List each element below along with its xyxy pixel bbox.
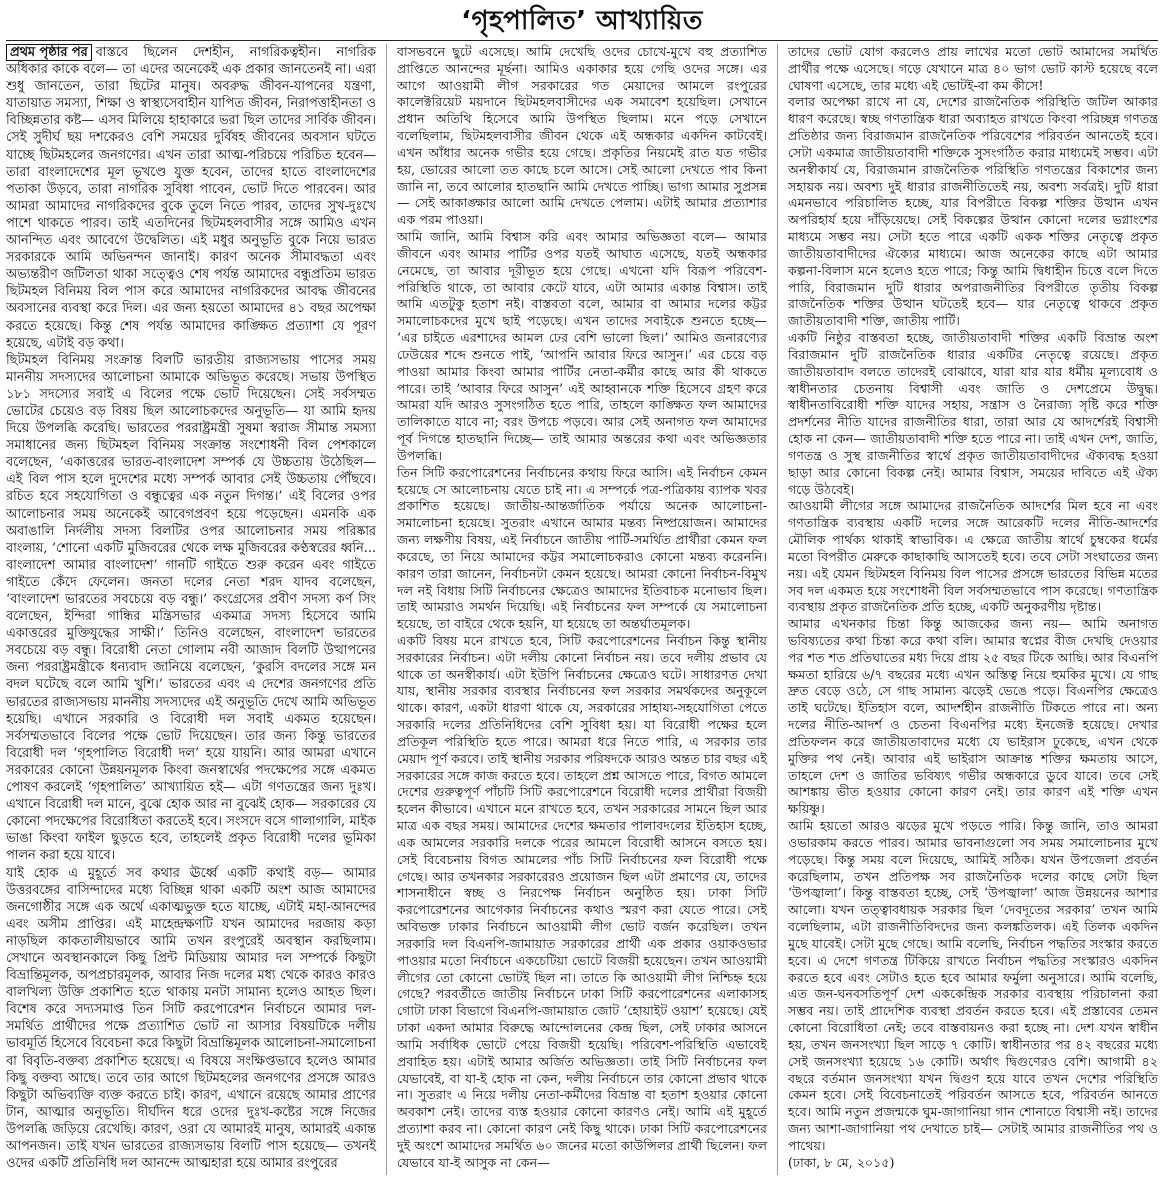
- paragraph: বাসভবনে ছুটে এসেছে। আমি দেখেছি ওদের চোখে-মুখে বহু প্রত্যাশিত প্রাপ্তিতে আনন্দের মূর্ছনা। আমিও একাকার হয়ে গেছি ওদের সঙ্গে। এর আগে আওয়ামী লীগ সরকারের গত মেয়াদের আমলে রংপুরের কালেক্টরিয়েট ময়দানে ছিটমহলবাসীদের এক সমাবেশ হয়েছিল। সেখানে প্রধান অতিথি হিসেবে আমি উপস্থিত ছিলাম। মনে পড়ে সেখানে বলেছিলাম, ছিটমহলবাসীর জীবন থেকে এই অন্ধকার একদিন কাটবেই। এখন আঁধার অনেক গভীর হয়ে গেছে। প্রকৃতির নিয়মেই রাত যত গভীর হয়, ভোরের আলো তত কাছে চলে আসে। সেই আলো দেখতে পাব কিনা জানি না, তবে আলোর হাতছানি আমি দেখতে পাচ্ছি। ভাগ্য আমার সুপ্রসন্ন— সেই আকাঙ্ক্ষার আলো আমি দেখতে পেলাম। এটাই আমার প্রত্যাশার এক পরম পাওয়া।: [397, 44, 767, 228]
- paragraph: বলার অপেক্ষা রাখে না যে, দেশের রাজনৈতিক পরিস্থিতি জটিল আকার ধারণ করেছে। স্বচ্ছ গণতান্ত্রিক ধারা অব্যাহত রাখতে কিংবা পরিচ্ছন্ন গণতন্ত্র প্রতিষ্ঠার জন্য বিরাজমান রাজনৈতিক পরিবেশের পরিবর্তন আনতেই হবে। সেটা একমাত্র জাতীয়তাবাদী শক্তিকে সুসংগঠিত করার মাধ্যমেই সম্ভব। এটা অনস্বীকার্য যে, বিরাজমান রাজনৈতিক পরিস্থিতি গণতন্ত্রের বিকাশের জন্য সহায়ক নয়। অবশ্য দুই ধারার রাজনীতিতেই নয়, অবশ্য সর্বত্রই। দুটি ধারা এমনভাবে পরিচালিত হচ্ছে, যার বিপরীতে বিকল্প শক্তির উত্থান এখন অপরিহার্য হয়ে দাঁড়িয়েছে। সেই বিকল্পের উত্থান কোনো দলের ভগ্নাংশের মাধ্যমে সম্ভব নয়। সেটা হতে পারে একটি একক শক্তির নেতৃত্বে প্রকৃত জাতীয়তাবাদীদের ঐক্যের মাধ্যমে। আজ অনেকের কাছে এটা আমার কল্পনা-বিলাস মনে হলেও হতে পারে; কিন্তু আমি দ্বিধাহীন চিত্তে বলে দিতে পারি, বিরাজমান দুটি ধারার অপরাজনীতির বিপরীতে তৃতীয় বিকল্প রাজনৈতিক শক্তির উত্থান ঘটতেই হবে— যার নেতৃত্বে থাকবে প্রকৃত জাতীয়তাবাদী শক্তি, জাতীয় পার্টি।: [788, 94, 1158, 329]
- paragraph: আওয়ামী লীগের সঙ্গে আমাদের রাজনৈতিক আদর্শের মিল হবে না এবং গণতান্ত্রিক ব্যবস্থায় একটি দলের সঙ্গে আরেকটি দলের নীতি-আদর্শের মৌলিক পার্থক্য থাকাই স্বাভাবিক। এ ক্ষেত্রে জাতীয় স্বার্থে চুম্বকের ধর্মের মতো বিপরীত মেরুকে কাছাকাছি আসতেই হবে। তবে সেটা সংঘাতের জন্য নয়। এই যেমন ছিটমহল বিনিময় বিল পাসের প্রসঙ্গে ভারতের বিভিন্ন মতের সব দল একমত হয়ে সংশোধনী বিল সর্বসম্মতভাবে পাস করেছে। গণতান্ত্রিক ব্যবস্থায় প্রকৃত রাজনৈতিক প্রতি হচ্ছে, একটি অনুকরণীয় দৃষ্টান্ত।: [788, 498, 1158, 615]
- paragraph: [6, 44, 376, 352]
- column-1: [6, 44, 386, 1175]
- paragraph: তাদের ভোট যোগ করলেও প্রায় লাখের মতো ভোট আমাদের সমর্থিত প্রার্থীর পক্ষে এসেছে। গড়ে যেখানে মাত্র ৪০ ভাগ ভোট কাস্ট হয়েছে বলে ঘোষণা এসেছে, তার মধ্যে এই ভোটই-বা কম কীসে!: [788, 44, 1158, 93]
- paragraph-text: বাস্তবে ছিলেন দেশহীন, নাগরিকত্বহীন। নাগরিক অধিকার কাকে বলে— তা এদের অনেকেই এক প্রকার জানতেনই না। এরা শুধু জানতেন, তারা ছিটের মানুষ। অবরুদ্ধ জীবন-যাপনের যন্ত্রণা, যাতায়াত সমস্যা, শিক্ষা ও স্বাস্থ্যসেবাহীন যাপিত জীবন, নিরাপত্তাহীনতা ও বিচ্ছিন্নতার কষ্ট— এসব মিলিয়ে হাহাকারে ভরা ছিল তাদের সার্বিক জীবন। সেই সুদীর্ঘ ছয় দশকেরও বেশি সময়ের দুর্বিষহ জীবনের অবসান ঘটতে যাচ্ছে ছিটমহলের জনগণের। এখন তারা আত্ম-পরিচয়ে পরিচিত হবেন— তারা বাংলাদেশের মূল ভূখণ্ডে যুক্ত হবেন, তাদের হাতে বাংলাদেশের পতাকা উড়বে, তারা নাগরিক সুবিধা পাবেন, ভোট দিতে পারবেন। আর আমরা আমাদের নাগরিকদের বুকে তুলে নিতে পারব, তাদের সুখ-দুঃখে পাশে থাকতে পারব। তাই এতদিনের ছিটমহলবাসীর সঙ্গে আমিও এখন আনন্দিত এবং আবেগে উদ্বেলিত। এই মধুর অনুভূতি বুকে নিয়ে ভারত সরকারকে আমি অভিনন্দন জানাই। কারণ অনেক সীমাবদ্ধতা এবং অভ্যন্তরীণ জটিলতা থাকা সত্ত্বেও শেষ পর্যন্ত আমাদের বন্ধুপ্রতিম ভারত ছিটমহল বিনিময় বিল পাস করে আমাদের নাগরিকদের আবদ্ধ জীবনের অবসানের ব্যবস্থা করে দিল। এর জন্য হয়তো আমাদের ৪১ বছর অপেক্ষা করতে হয়েছে। কিন্তু শেষ পর্যন্ত আমাদের কাঙ্ক্ষিত প্রত্যাশা যে পূরণ হয়েছে, এটাই বড় কথা।: [6, 45, 376, 351]
- headline-rule: [6, 40, 1158, 41]
- continuation-tag: প্রথম পৃষ্ঠার পর: [6, 44, 92, 61]
- paragraph: একটি বিষয় মনে রাখতে হবে, সিটি করপোরেশনের নির্বাচন কিন্তু স্থানীয় সরকারের নির্বাচন। এটা দলীয় কোনো নির্বাচন নয়। তবে দলীয় প্রভাব যে থাকে তা অনস্বীকার্য। এটা ইউপি নির্বাচনের ক্ষেত্রেও ঘটে। সাধারণত দেখা যায়, স্থানীয় সরকার ব্যবস্থার নির্বাচনের ফল সরকার সমর্থকদের অনুকূলে থাকে। কারণ, একটা ধারণা থাকে যে, সরকারের সাহায্য-সহযোগিতা পেতে সরকারি দলের প্রতিনিধিদের বেশি সুবিধা হয়। যা বিরোধী পক্ষের হলে প্রতিকূল পরিস্থিতি হতে পারে। আমরা ধরে নিতে পারি, এ সরকার তার মেয়াদ পূর্ণ করবে। তাই স্থানীয় সরকার পরিষদকে আরও অন্তত চার বছর এই সরকারের সঙ্গে কাজ করতে হবে। তাহলে প্রশ্ন আসতে পারে, বিগত আমলে দেশের গুরুত্বপূর্ণ পাঁচটি সিটি করপোরেশনে বিরোধী দলের প্রার্থীরা বিজয়ী হলেন কীভাবে। এখানে মনে রাখতে হবে, তখন সরকারের সামনে ছিল আর মাত্র এক বছর সময়। আমাদের দেশের ক্ষমতার পালাবদলের ইতিহাস হচ্ছে, এক আমলের সরকারি দলকে পরের আমলে বিরোধী আসনে বসতে হয়। সেই বিবেচনায় বিগত আমলের পাঁচ সিটি নির্বাচনের ফল বিরোধী পক্ষে গেছে। আর তখনকার সরকারেরও প্রয়োজন ছিল এটা প্রমাণের যে, তাদের শাসনাধীনে স্বচ্ছ ও নিরপেক্ষ নির্বাচন অনুষ্ঠিত হয়। ঢাকা সিটি করপোরেশনের আগেকার নির্বাচনের কথাও স্মরণ করা যেতে পারে। সেই অবিভক্ত ঢাকার নির্বাচনে আওয়ামী লীগ ভোট বর্জন করেছিল। তখন সরকারি দল বিএনপি-জামায়াত সরকারের প্রার্থী এক প্রকার ওয়াকওভার পাওয়ার মতো নির্বাচনে একচেটিয়া ভোটে বিজয়ী হয়েছেন। তখন আওয়ামী লীগের তো কোনো ভোটই ছিল না। তাতে কি আওয়ামী লীগ নিশ্চিহ্ন হয়ে গেছে? পরবর্তীতে জাতীয় নির্বাচনে ঢাকা সিটি করপোরেশনের এলাকাসহ গোটা ঢাকা বিভাগে বিএনপি-জামায়াত জোট ‘হোয়াইট ওয়াশ’ হয়েছে। যেই ঢাকা একদা আমার বিরুদ্ধে আন্দোলনের কেন্দ্র ছিল, সেই ঢাকার আসনে আমি সর্বাধিক ভোটে পেয়ে বিজয়ী হয়েছি। পরিবেশ-পরিস্থিতি এভাবেই প্রবাহিত হয়। এটাই আমার অর্জিত অভিজ্ঞতা। তাই সিটি নির্বাচনের ফল যেভাবেই, বা যা-ই হোক না কেন, দলীয় নির্বাচনে তার কোনো প্রভাব থাকে না। সুতরাং এ নিয়ে দলীয় নেতা-কর্মীদের বিভ্রান্ত বা হতাশ হওয়ার কোনো অবকাশ নেই। তাদের ব্যস্ত হওয়ার কোনো কারণও নেই। আমি এই মুহূর্তে প্রত্যাশা করব না। কোনো কারণ নেই কিছু থাকে। ঢাকা সিটি করপোরেশনের দুই অংশে আমাদের সমর্থিত ৬০ জনের মতো কাউন্সিলর প্রার্থী ছিলেন। ফল যেভাবে যা-ই আসুক না কেন—: [397, 632, 767, 1170]
- paragraph: আমার এখনকার চিন্তা কিন্তু আজকের জন্য নয়— আমি অনাগত ভবিষ্যতের কথা চিন্তা করে কথা বলি। আমার স্বপ্নের বীজ দেখছি দেওয়ার পর শত শত প্রতিঘাতের মধ্য দিয়ে প্রায় ২৫ বছর টিকে আছি। আর বিএনপি ক্ষমতা হারিয়ে ৬/৭ বছরের মধ্যে এখন অস্তিত্ব নিয়ে হুমকির মুখে। যে গাছ দ্রুত বেড়ে ওঠে, সে গাছ সামান্য ঝড়েই ভেঙে পড়ে। বিএনপির ক্ষেত্রেও তাই ঘটেছে। ইতিহাস বলে, আদর্শহীন রাজনীতি টিকতে পারে না। অন্য দলের নীতি-আদর্শ ও চেতনা বিএনপির মধ্যে ইনজেক্ট হয়েছে। দেখার প্রতিফলন করে জাতীয়তাবাদের মধ্যে যে ভাইরাস ঢুকেছে, এখন থেকে মুক্তির পথ নেই। আবার এই ভাইরাস আক্রান্ত শক্তির ক্ষমতায় আসে, তাহলে দেশ ও জাতির ভবিষ্যৎ গভীর অন্ধকারে ডুবে যাবে। তবে সেই আশঙ্কায় ভীত হওয়ার কোনো কারণ নেই। তার কারণ এই শক্তি এখন ক্ষয়িষ্ণু।: [788, 616, 1158, 817]
- paragraph: একটি নিষ্ঠুর বাস্তবতা হচ্ছে, জাতীয়তাবাদী শক্তির একটি বিভ্রান্ত অংশ বিরাজমান দুটি রাজনৈতিক ধারার একটির নেতৃত্বে রয়েছে। প্রকৃত জাতীয়তাবাদ বলতে তাদেরই বোঝাবে, যারা যার যার ধর্মীয় মূল্যবোধ ও স্বাধীনতার চেতনায় বিশ্বাসী এবং জাতি ও দেশপ্রেমে উদ্বুদ্ধ। স্বাধীনতাবিরোধী শক্তি যাদের সহায়, সন্ত্রাস ও নৈরাজ্য সৃষ্টি করে শক্তি প্রদর্শনের নীতি যাদের রাজনীতির ধারা, তারা আর যে আদর্শেরই বিশ্বাসী হোক না কেন— জাতীয়তাবাদী শক্তি হতে পারে না। তাই এখন দেশ, জাতি, গণতন্ত্র ও সুস্থ রাজনীতির স্বার্থে প্রকৃত জাতীয়তাবাদীদের ঐক্যবদ্ধ হওয়া ছাড়া আর কোনো বিকল্প নেই। আমার বিশ্বাস, সময়ের দাবিতে এই ঐক্য গড়ে উঠবেই।: [788, 330, 1158, 497]
- paragraph: আমি জানি, আমি বিশ্বাস করি এবং আমার অভিজ্ঞতা বলে— আমার জীবনে এবং আমার পার্টির ওপর যতই আঘাত এসেছে, যতই অন্ধকার নেমেছে, তা আবার দূরীভূত হয়ে গেছে। এখনো যদি বিরূপ পরিবেশ-পরিস্থিতি থাকে, তা আবার কেটে যাবে, এটা আমার একান্ত বিশ্বাস। তাই আমি এতটুকু হতাশ নই। বাস্তবতা বলে, আমার বা আমার দলের কট্টর সমালোচকদের মুখে ছাই পড়েছে। এখন তাদের সবাইকে শুনতে হচ্ছে— ‘এর চাইতে এরশাদের আমল ঢের বেশি ভালো ছিল।’ আমিও জনারণ্যের ঢেউয়ের শব্দে শুনতে পাই, ‘আপনি আবার ফিরে আসুন।’ এর চেয়ে বড় পাওয়া আমার কিংবা আমার পার্টির নেতা-কর্মীর কাছে আর কী থাকতে পারে। তাই ‘আবার ফিরে আসুন’ এই আহ্বানকে শক্তি হিসেবে গ্রহণ করে আমরা যদি আরও সুসংগঠিত হতে পারি, তাহলে কাঙ্ক্ষিত ফল আমাদের তালিকাতে যাবে না; বরং উপচে পড়বে। আর সেই অনাগত ফল আমাদের পূর্ব দিগন্তে হাতছানি দিচ্ছে— তাই আমার অন্তরের কথা এবং অভিজ্ঞতার উপলব্ধি।: [397, 229, 767, 463]
- dateline: (ঢাকা, ৮ মে, ২০১৫): [788, 1154, 895, 1170]
- paragraph: তিন সিটি করপোরেশনের নির্বাচনের কথায় ফিরে আসি। এই নির্বাচন কেমন হয়েছে সে আলোচনায় যেতে চাই না। এ সম্পর্কে পত্র-পত্রিকায় ব্যাপক খবর প্রকাশিত হয়েছে। জাতীয়-আন্তর্জাতিক পর্যায়ে অনেক আলোচনা-সমালোচনা হয়েছে। সুতরাং এখানে আমার মন্তব্য নিষ্প্রয়োজন। আমাদের জন্য লক্ষণীয় বিষয়, এই নির্বাচনে জাতীয় পার্টি-সমর্থিত প্রার্থীরা কেমন ফল করেছে, তা নিয়ে আমাদের কট্টর সমালোচকরাও কোনো মন্তব্য করেননি। কারণ তারা জানেন, নির্বাচনটা কেমন হয়েছে। আমরা কোনো নির্বাচন-বিমুখ দল নই বিধায় সিটি নির্বাচনের ক্ষেত্রেও আমাদের ইতিবাচক মনোভাব ছিল। তাই আমরাও সমর্থন দিয়েছি। এই নির্বাচনের ফল সম্পর্কে যে সমালোচনা হয়েছে, তা বাইরে থেকে হয়নি, যা হয়েছে তা অন্তর্ঘাতমূলক।: [397, 464, 767, 632]
- paragraph: আমি হয়তো আরও ঝড়ের মুখে পড়তে পারি। কিন্তু জানি, তাও আমরা ওভারকাম করতে পারব। আমার ভাবনাগুলো সব সময় সমালোচনার মুখে পড়েছে। কিন্তু সময় বলে দিয়েছে, আমিই সঠিক। যখন উপজেলা প্রবর্তন করেছিলাম, তখন প্রতিপক্ষ সব রাজনৈতিক দলের কাছে সেটা ছিল ‘উপজ্বালা’। কিন্তু বাস্তবতা হচ্ছে, সেই ‘উপজ্বালা’ আজ উন্নয়নের আশার আলো। যখন তত্ত্বাবধায়ক সরকার ছিল ‘দেবদূতের সরকার’ তখন আমি বলেছিলাম, এটা রাজনীতিবিদদের জন্য কলঙ্কতিলক। এই তিলক একদিন মুছে যাবেই। সেটা মুছে গেছে। আমি বলেছি, নির্বাচন পদ্ধতির সংস্কার করতে হবে। এ দেশে গণতন্ত্র টিকিয়ে রাখতে নির্বাচন পদ্ধতির সংস্কারও একদিন করতে হবে এবং সেটাও হতে হবে আমার ফর্মুলা অনুসারে। আমি বলেছি, এত জন-ঘনবসতিপূর্ণ দেশ এককেন্দ্রিক সরকার ব্যবস্থায় পরিচালনা করা সম্ভব নয়। তাই প্রাদেশিক ব্যবস্থা প্রবর্তন করতে হবে। এই প্রস্তাবের তেমন কোনো বিরোধিতা নেই; তবে বাস্তবায়নও করা হচ্ছে না। দেশ যখন স্বাধীন হয়, তখন জনসংখ্যা ছিল সাড়ে ৭ কোটি। স্বাধীনতার পর ৪২ বছরের মধ্যে সেই জনসংখ্যা হয়েছে ১৬ কোটি। অর্থাৎ দ্বিগুণেরও বেশি। আগামী ৪২ বছরে বর্তমান জনসংখ্যা যখন দ্বিগুণ হয়ে যাবে তখন দেশের পরিস্থিতি কেমন হবে। সেই বিবেচনাতেই পরিবর্তন আসতে হবে, পরিবর্তন আনতে হবে। আমি নতুন প্রজন্মকে ঘুম-জাগানিয়া গান শোনাতে বিশ্বাসী নই। তাদের জন্য আশা-জাগানিয়া পথ দেখাতে চাই— সেটাই আমার রাজনীতির পথ ও পাথেয়।: [788, 818, 1158, 1153]
- paragraph: ছিটমহল বিনিময় সংক্রান্ত বিলটি ভারতীয় রাজ্যসভায় পাসের সময় মাননীয় সদস্যদের আলোচনা আমাকে অভিভূত করেছে। সভায় উপস্থিত ১৮১ সদস্যের সবাই এ বিলের পক্ষে ভোট দিয়েছেন। সেই সর্বসম্মত ভোটের চেয়েও বড় বিষয় ছিল আলোচকদের অনুভূতি— যা আমি হৃদয় দিয়ে উপলব্ধি করেছি। ভারতের পররাষ্ট্রমন্ত্রী সুষমা স্বরাজ সীমান্ত সমস্যা সমাধানের জন্য ছিটমহল বিনিময় সংক্রান্ত সংশোধনী বিল পেশকালে বলেছেন, ‘একাত্তরের ভারত-বাংলাদেশ সম্পর্ক যে উচ্চতায় উঠেছিল— এই বিল পাস হলে দুদেশের মধ্যে সম্পর্ক আবার সেই উচ্চতায় পৌঁছবে। রচিত হবে সহযোগিতা ও বন্ধুত্বের এক নতুন দিগন্ত।’ এই বিলের ওপর আলোচনার সময় অনেকেই আবেগপ্রবণ হয়ে পড়েছেন। এমনকি এক অবাঙালি নির্দলীয় সদস্য বিলটির ওপর আলোচনার সময় পরিষ্কার বাংলায়, ‘শোনো একটি মুজিবরের থেকে লক্ষ মুজিবরের কণ্ঠস্বরের ধ্বনি... বাংলাদেশ আমার বাংলাদেশ’ গানটি গাইতে শুরু করেন এবং গাইতে গাইতে কেঁদে ফেলেন। জনতা দলের নেতা শরদ যাদব বলেছেন, ‘বাংলাদেশ ভারতের সবচেয়ে বড় বন্ধু।’ কংগ্রেসের প্রবীণ সদস্য কর্ণ সিং বলেছেন, ইন্দিরা গান্ধির মন্ত্রিসভার একমাত্র সদস্য হিসেবে আমি একাত্তরের মুক্তিযুদ্ধের সাক্ষী।’ তিনিও বলেছেন, বাংলাদেশ ভারতের সবচেয়ে বড় বন্ধু। বিরোধী নেতা গোলাম নবী আজাদ বিলটি উত্থাপনের জন্য পররাষ্ট্রমন্ত্রীকে ধন্যবাদ জানিয়ে বলেছেন, ‘কুরসি বদলের সঙ্গে মন বদল ঘটেছে বলে আমি খুশি।’ ভারতের এবং এ দেশের জনগণের প্রতি ভারতের রাজ্যসভায় মাননীয় সদস্যদের এই অনুভূতি দেখে আমি অভিভূত হয়েছি। এখানে সরকারি ও বিরোধী দল সবাই একমত হয়েছেন। সর্বসম্মতভাবে বিলের পক্ষে ভোট দিয়েছেন। তার জন্য কিন্তু ভারতের বিরোধী দল ‘গৃহপালিত বিরোধী দল’ হয়ে যায়নি। আর আমরা এখানে সরকারের কোনো উন্নয়নমূলক কিংবা জনস্বার্থের পদক্ষেপের সঙ্গে একমত পোষণ করলেই ‘গৃহপালিত’ আখ্যায়িত হই— এটা গণতন্ত্রের জন্য দুঃখ। এখানে বিরোধী দল মানে, বুঝে হোক আর না বুঝেই হোক— সরকারের যে কোনো পদক্ষেপের বিরোধিতা করতেই হবে। সংসদে বসে গালাগালি, মাইক ভাঙা কিংবা ফাইল ছুড়তে হবে, তাহলেই প্রকৃত বিরোধী দলের ভূমিকা পালন করা হয়ে যাবে।: [6, 352, 376, 864]
- headline: ‘গৃহপালিত’ আখ্যায়িত: [461, 6, 703, 36]
- column-2: [386, 44, 777, 1175]
- column-3: [777, 44, 1158, 1175]
- article-columns: [6, 44, 1158, 1175]
- paragraph: যাই হোক এ মুহূর্তে সব কথার ঊর্ধ্বে একটি কথাই বড়— আমার উত্তরবঙ্গের বাসিন্দাদের মধ্যে বিচ্ছিন্ন থাকা একটি অংশ আজ আমাদের জনগোষ্ঠীর সঙ্গে এক অর্থে একাত্মভুক্ত হতে যাচ্ছে, এটাই মহা-আনন্দের এবং অসীম প্রাপ্তির। এই মাহেন্দ্রক্ষণটি যখন আমাদের দরজায় কড়া নাড়ছিল কাকতালীয়ভাবে আমি তখন রংপুরেই অবস্থান করছিলাম। সেখানে অবস্থানকালে কিছু প্রিন্ট মিডিয়ায় আমার দল সম্পর্কে কিছুটা বিভ্রান্তিমূলক, অপপ্রচারমূলক, আবার নিজ দলের মধ্য থেকে কারও কারও বালখিল্য উক্তি প্রকাশিত হতে থাকায় মনটা সামান্য হলেও আহত ছিল। বিশেষ করে সদ্যসমাপ্ত তিন সিটি করপোরেশন নির্বাচনে আমার দল-সমর্থিত প্রার্থীদের পক্ষে প্রত্যাশিত ভোট না আসার বিষয়টিকে দলীয় ভাবমূর্তি হিসেবে বিবেচনা করে কিছুটা বিভ্রান্তিমূলক আলোচনা-সমালোচনা বা বিবৃতি-বক্তব্য প্রকাশিত হয়েছে। এ বিষয়ে সংক্ষিপ্তভাবে হলেও আমার কিছু বক্তব্য আছে। তবে তার আগে ছিটমহলের জনগণের প্রসঙ্গে আরও কিছুটা অভিব্যক্তি ব্যক্ত করতে চাই। কারণ, এখানে রয়েছে আমার প্রাণের টান, আত্মার অনুভূতি। দীর্ঘদিন ধরে ওদের দুঃখ-কষ্টের সঙ্গে নিজের উপলব্ধি জড়িয়ে রেখেছি। কারণ, ওরা যে আমারই মানুষ, আমারই একান্ত আপনজন। তাই যখন ভারতের রাজ্যসভায় বিলটি পাস হয়েছে— তখনই ওদের একটি প্রতিনিধি দল আনন্দে আত্মহারা হয়ে আমার রংপুরের: [6, 865, 377, 1172]
